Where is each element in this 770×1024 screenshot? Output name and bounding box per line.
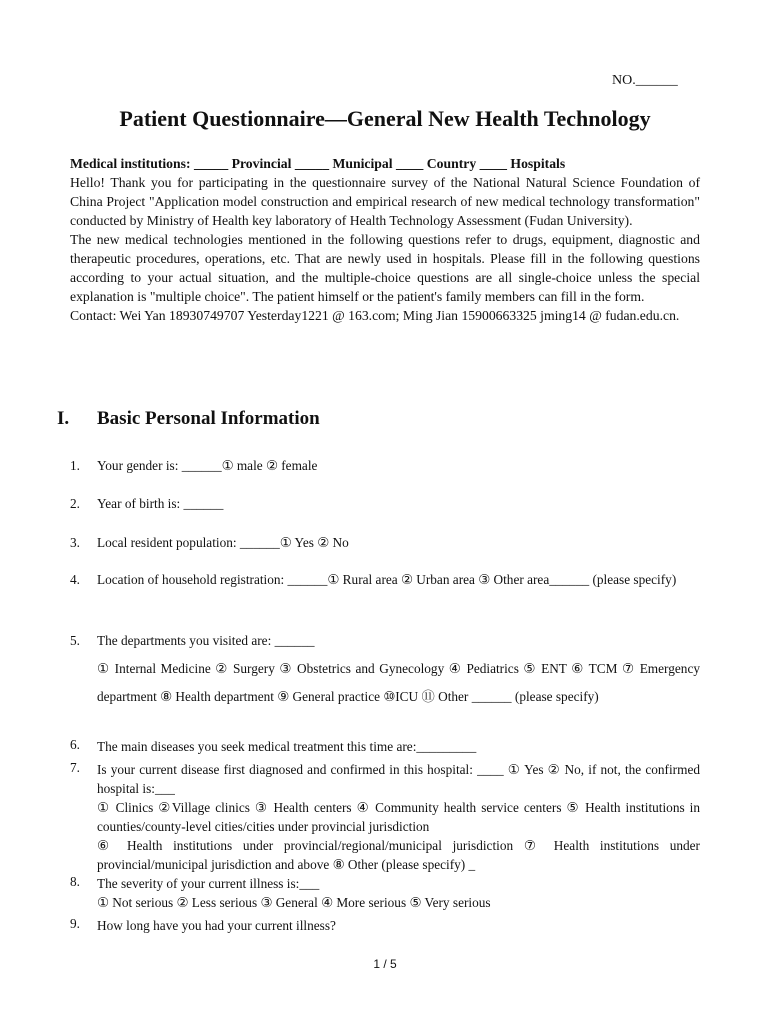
section-number: I. xyxy=(57,408,70,429)
intro-paragraph: The new medical technologies mentioned in the following questions refer to drugs, equipment, diagnostic and therapeutic procedures, operations, etc. That are newly used in hospitals. Please fill in the following questions according to your actual situation, and the multiple-choice questions are all single-choice unless the special explanation is "multiple choice". The patient himself or the patient's family members can fill in the form. xyxy=(70,232,700,304)
question-options: ⑥ Health institutions under provincial/regional/municipal jurisdiction ⑦ Health institutions under provincial/municipal jurisdiction and above ⑧ Other (please specify) _ xyxy=(97,838,700,872)
question-number: 7. xyxy=(70,760,80,775)
question-text: The departments you visited are: ______ xyxy=(97,633,315,648)
question-number: 4. xyxy=(70,572,80,587)
question-number: 1. xyxy=(70,458,80,473)
question-number: 5. xyxy=(70,633,80,648)
question-number: 9. xyxy=(70,916,80,931)
question-text: The main diseases you seek medical treatment this time are:_________ xyxy=(97,739,477,754)
question-block xyxy=(97,760,700,874)
question-text: The severity of your current illness is:___ xyxy=(97,876,320,891)
question-text: Your gender is: ______① male ② female xyxy=(97,458,318,473)
section-title: Basic Personal Information xyxy=(97,408,320,429)
question-text: Location of household registration: ______① Rural area ② Urban area ③ Other area______ (please specify) xyxy=(97,572,677,587)
intro-paragraph: Hello! Thank you for participating in the questionnaire survey of the National Natural Science Foundation of China Project "Application model construction and empirical research of new medical technology transformation" conducted by Ministry of Health key laboratory of Health Technology Assessment (Fudan University). xyxy=(70,175,700,228)
question-block xyxy=(97,627,700,711)
question-number: 2. xyxy=(70,496,80,511)
question-number: 8. xyxy=(70,874,80,889)
question-number: 3. xyxy=(70,535,80,550)
question-text: Is your current disease first diagnosed and confirmed in this hospital: ____ ① Yes ② No, if not, the confirmed hospital is:___ xyxy=(97,762,700,796)
contact-paragraph: Contact: Wei Yan 18930749707 Yesterday1221 @ 163.com; Ming Jian 15900663325 jming14 @ fudan.edu.cn. xyxy=(70,308,680,323)
questionnaire-number: NO.______ xyxy=(612,73,678,88)
page-title: Patient Questionnaire—General New Health Technology xyxy=(119,106,651,131)
question-options: ① Not serious ② Less serious ③ General ④ More serious ⑤ Very serious xyxy=(97,895,491,910)
question-text: Local resident population: ______① Yes ② No xyxy=(97,535,349,550)
question-text: Year of birth is: ______ xyxy=(97,496,224,511)
intro-block xyxy=(70,154,700,325)
question-options: ① Internal Medicine ② Surgery ③ Obstetrics and Gynecology ④ Pediatrics ⑤ ENT ⑥ TCM ⑦ Emergency department ⑧ Health department ⑨ General practice ⑩ICU ⑪ Other ______ (please specify) xyxy=(97,661,700,704)
question-options: ① Clinics ②Village clinics ③ Health centers ④ Community health service centers ⑤ Health institutions in counties/county-level cities/cities under provincial jurisdiction xyxy=(97,800,700,834)
institutions-line: Medical institutions: _____ Provincial _____ Municipal ____ Country ____ Hospitals xyxy=(70,156,566,171)
question-number: 6. xyxy=(70,737,80,752)
question-block xyxy=(97,874,700,912)
page-indicator: 1 / 5 xyxy=(373,957,397,971)
question-text: How long have you had your current illness? xyxy=(97,918,336,933)
